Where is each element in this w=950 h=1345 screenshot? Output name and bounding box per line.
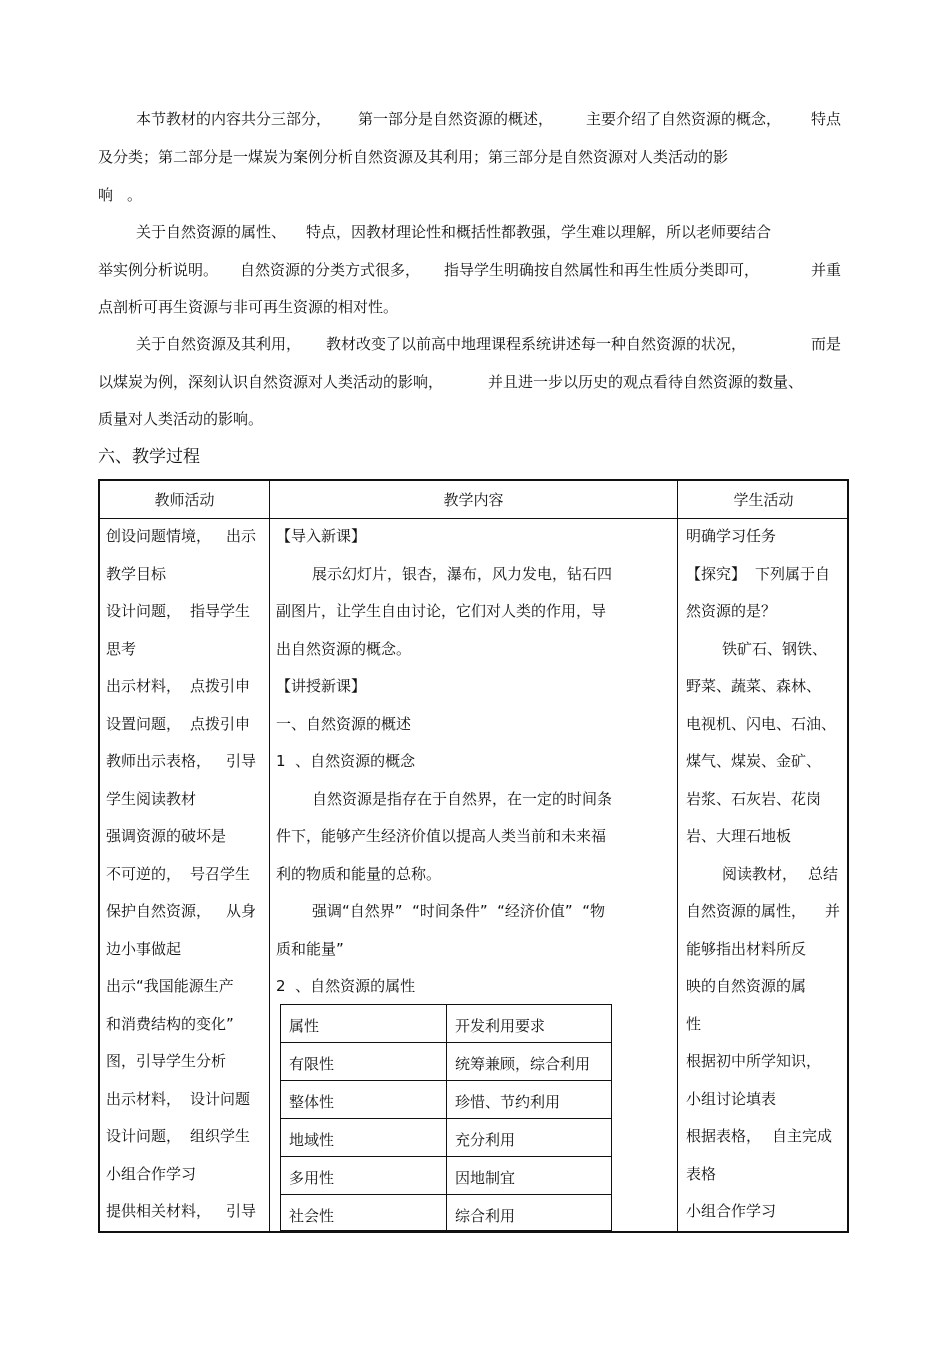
text-line: 并且进一步以历史的观点看待自然资源的数量、 <box>488 373 804 391</box>
teaching-process-table <box>98 479 849 1233</box>
student-line: 明确学习任务 <box>686 527 777 545</box>
attribute-requirement: 综合利用 <box>455 1207 516 1225</box>
teacher-line: 设置问题， <box>106 715 182 733</box>
header-divider <box>100 518 847 519</box>
content-line: 出自然资源的概念。 <box>276 640 412 658</box>
attribute-name: 地域性 <box>289 1131 335 1149</box>
student-line: 铁矿石、钢铁、 <box>722 640 828 658</box>
table-row <box>281 1081 611 1119</box>
content-line: 展示幻灯片，银杏，瀑布，风力发电，钻石四 <box>312 565 613 583</box>
student-line: 自然资源的属性， <box>686 902 807 920</box>
table-row <box>281 1195 611 1233</box>
header-teaching-content: 教学内容 <box>443 491 504 509</box>
teacher-line: 指导学生 <box>190 602 251 620</box>
student-line: 能够指出材料所反 <box>686 940 807 958</box>
header-student-activity: 学生活动 <box>733 491 794 509</box>
teacher-line: 思考 <box>106 640 137 658</box>
teacher-line: 提供相关材料， <box>106 1202 212 1220</box>
student-line: 【探究】 <box>686 565 747 583</box>
attribute-requirement: 统筹兼顾，综合利用 <box>455 1055 591 1073</box>
teacher-line: 出示材料， <box>106 1090 182 1108</box>
teacher-line: 出示 <box>226 527 257 545</box>
text-line: 。 <box>127 186 143 204</box>
teacher-line: 引导 <box>226 1202 257 1220</box>
text-line: 指导学生明确按自然属性和再生性质分类即可， <box>444 261 760 279</box>
text-line: 举实例分析说明。 <box>98 261 219 279</box>
student-line: 映的自然资源的属 <box>686 977 807 995</box>
teacher-line: 引导 <box>226 752 257 770</box>
table-row <box>281 1043 611 1081</box>
teacher-line: 出示“我国能源生产 <box>106 977 234 995</box>
text-line: 并重 <box>811 261 842 279</box>
student-line: 并 <box>825 902 841 920</box>
attribute-table <box>280 1004 612 1232</box>
teacher-line: 和消费结构的变化” <box>106 1015 234 1033</box>
content-line: 副图片，让学生自由讨论，它们对人类的作用，导 <box>276 602 607 620</box>
student-line: 总结 <box>808 865 839 883</box>
teacher-line: 点拨引申 <box>190 677 251 695</box>
teacher-line: 创设问题情境， <box>106 527 212 545</box>
text-line: 特点，因教材理论性和概括性都教强，学生难以理解，所以老师要结合 <box>306 223 772 241</box>
attribute-header-requirement: 开发利用要求 <box>455 1017 546 1035</box>
student-line: 阅读教材， <box>722 865 798 883</box>
student-line: 岩浆、石灰岩、花岗 <box>686 790 822 808</box>
text-line: 特点 <box>811 110 842 128</box>
student-line: 根据表格， <box>686 1127 762 1145</box>
text-line: 响 <box>98 186 114 204</box>
text-line: 点剖析可再生资源与非可再生资源的相对性。 <box>98 298 399 316</box>
content-line: 【导入新课】 <box>276 527 367 545</box>
attribute-requirement: 珍惜、节约利用 <box>455 1093 561 1111</box>
teacher-line: 强调资源的破坏是 <box>106 827 227 845</box>
header-teacher-activity: 教师活动 <box>154 491 215 509</box>
teacher-line: 从身 <box>226 902 257 920</box>
student-line: 煤气、煤炭、金矿、 <box>686 752 822 770</box>
attribute-name: 有限性 <box>289 1055 335 1073</box>
teacher-line: 教师出示表格， <box>106 752 212 770</box>
teacher-line: 组织学生 <box>190 1127 251 1145</box>
student-line: 下列属于自 <box>755 565 831 583</box>
table-row <box>281 1157 611 1195</box>
teacher-line: 不可逆的， <box>106 865 182 883</box>
content-line: 一、自然资源的概述 <box>276 715 412 733</box>
student-line: 小组讨论填表 <box>686 1090 777 1108</box>
text-line: 主要介绍了自然资源的概念， <box>586 110 782 128</box>
text-line: 教材改变了以前高中地理课程系统讲述每一种自然资源的状况， <box>326 335 747 353</box>
text-line: 自然资源的分类方式很多， <box>240 261 421 279</box>
teacher-line: 边小事做起 <box>106 940 182 958</box>
student-line: 岩、大理石地板 <box>686 827 792 845</box>
text-line: 本节教材的内容共分三部分， <box>136 110 332 128</box>
text-line: 关于自然资源及其利用， <box>136 335 302 353</box>
content-line: 强调“自然界” “时间条件” “经济价值” “物 <box>312 902 606 920</box>
teacher-line: 学生阅读教材 <box>106 790 197 808</box>
student-line: 野菜、蔬菜、森林、 <box>686 677 822 695</box>
teacher-line: 教学目标 <box>106 565 167 583</box>
content-line: 2 、自然资源的属性 <box>276 977 416 995</box>
attribute-header-property: 属性 <box>289 1017 320 1035</box>
table-row <box>281 1119 611 1157</box>
attribute-requirement: 因地制宜 <box>455 1169 516 1187</box>
content-line: 【讲授新课】 <box>276 677 367 695</box>
teacher-line: 设计问题 <box>190 1090 251 1108</box>
teacher-line: 设计问题， <box>106 602 182 620</box>
attribute-requirement: 充分利用 <box>455 1131 516 1149</box>
student-line: 小组合作学习 <box>686 1202 777 1220</box>
student-line: 性 <box>686 1015 702 1033</box>
column-divider <box>269 481 270 1231</box>
attribute-name: 整体性 <box>289 1093 335 1111</box>
student-line: 电视机、闪电、石油、 <box>686 715 837 733</box>
text-line: 以煤炭为例，深刻认识自然资源对人类活动的影响， <box>98 373 444 391</box>
student-line: 然资源的是？ <box>686 602 777 620</box>
text-line: 及分类；第二部分是一煤炭为案例分析自然资源及其利用；第三部分是自然资源对人类活动的影 <box>98 148 729 166</box>
content-line: 1 、自然资源的概念 <box>276 752 416 770</box>
section-title: 六、教学过程 <box>98 447 200 467</box>
teacher-line: 小组合作学习 <box>106 1165 197 1183</box>
teacher-line: 设计问题， <box>106 1127 182 1145</box>
text-line: 而是 <box>811 335 842 353</box>
text-line: 关于自然资源的属性、 <box>136 223 287 241</box>
column-divider <box>677 481 678 1231</box>
text-line: 质量对人类活动的影响。 <box>98 410 264 428</box>
student-line: 自主完成 <box>772 1127 833 1145</box>
content-line: 自然资源是指存在于自然界，在一定的时间条 <box>312 790 613 808</box>
teacher-line: 保护自然资源， <box>106 902 212 920</box>
content-line: 利的物质和能量的总称。 <box>276 865 442 883</box>
attribute-name: 多用性 <box>289 1169 335 1187</box>
content-line: 件下，能够产生经济价值以提高人类当前和未来福 <box>276 827 607 845</box>
content-line: 质和能量” <box>276 940 344 958</box>
student-line: 根据初中所学知识， <box>686 1052 822 1070</box>
attribute-table-header <box>281 1005 611 1043</box>
teacher-line: 号召学生 <box>190 865 251 883</box>
text-line: 第一部分是自然资源的概述， <box>358 110 554 128</box>
student-line: 表格 <box>686 1165 717 1183</box>
teacher-line: 出示材料， <box>106 677 182 695</box>
teacher-line: 点拨引申 <box>190 715 251 733</box>
teacher-line: 图，引导学生分析 <box>106 1052 227 1070</box>
attribute-name: 社会性 <box>289 1207 335 1225</box>
